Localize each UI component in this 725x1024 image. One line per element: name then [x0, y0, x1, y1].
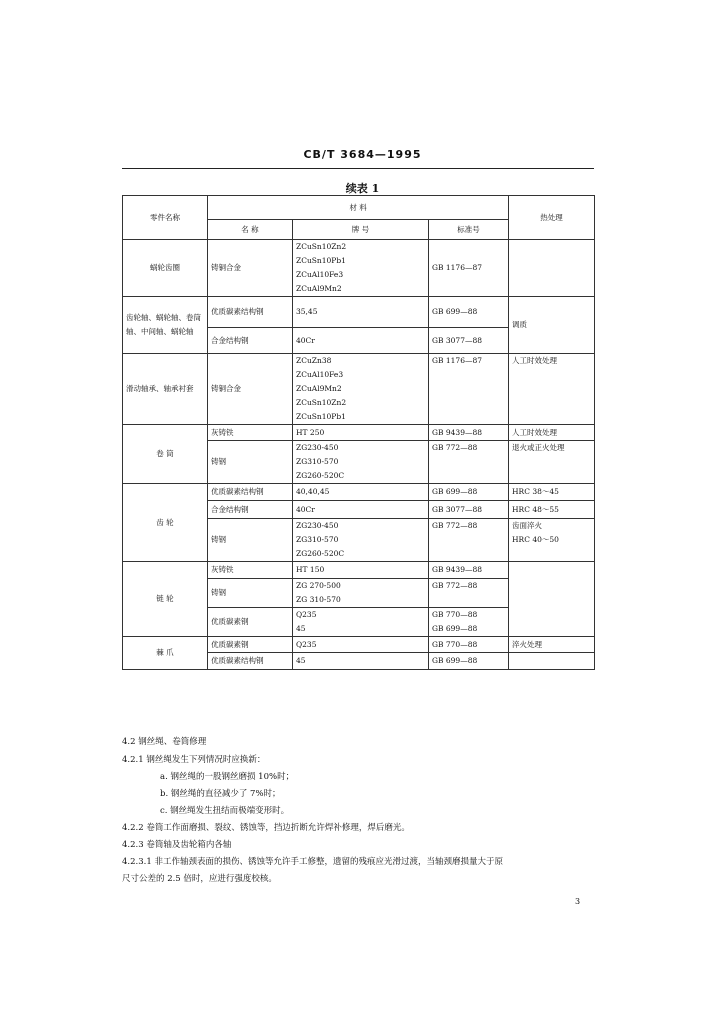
grade-cell: 40,40,45 — [293, 484, 429, 501]
grade-line: ZG310-570 — [296, 457, 339, 466]
section-4-2-2: 4.2.2 卷筒工作面磨损、裂纹、锈蚀等，挡边折断允许焊补修理，焊后磨光。 — [122, 823, 410, 833]
standard-number: CB/T 3684—1995 — [303, 148, 422, 161]
standard-cell: GB 9439—88 — [429, 562, 509, 579]
table-title: 续表 1 — [345, 182, 380, 195]
grade-line: ZCuAl9Mn2 — [296, 384, 342, 393]
grade-line: ZG260-520C — [296, 471, 345, 480]
material-name-cell: 合金结构钢 — [208, 501, 293, 519]
standard-cell — [429, 608, 509, 637]
material-name-cell: 灰铸铁 — [208, 425, 293, 441]
heat-treatment-cell: 人工时效处理 — [509, 425, 595, 441]
material-name-cell: 灰铸铁 — [208, 562, 293, 579]
table-row — [123, 484, 595, 501]
part-name-cell: 棘 爪 — [123, 637, 208, 670]
grade-cell: Q235 — [293, 637, 429, 653]
standard-cell: GB 9439—88 — [429, 425, 509, 441]
section-4-2-heading: 4.2 钢丝绳、卷筒修理 — [122, 737, 207, 747]
standard-cell: GB 3077—88 — [429, 501, 509, 519]
col-header-name: 名 称 — [208, 220, 293, 240]
col-header-part-name: 零件名称 — [123, 196, 208, 240]
material-name-cell: 铸钢 — [208, 579, 293, 608]
grade-line: ZCuAl10Fe3 — [296, 270, 344, 279]
table-row — [123, 297, 595, 328]
heat-treatment-cell: HRC 38～45 — [509, 484, 595, 501]
standard-line: GB 770—88 — [432, 610, 478, 619]
heat-treatment-cell — [509, 519, 595, 562]
table-row — [123, 240, 595, 297]
grade-line: ZG260-520C — [296, 549, 345, 558]
heat-treatment-cell: 淬火处理 — [509, 637, 595, 653]
grade-line: ZG230-450 — [296, 521, 339, 530]
document-header — [0, 148, 725, 161]
table-row — [123, 354, 595, 425]
material-name-cell: 铸钢 — [208, 441, 293, 484]
standard-cell: GB 1176—87 — [429, 240, 509, 297]
heat-treatment-cell: 调质 — [509, 297, 595, 354]
standard-cell: GB 699—88 — [429, 484, 509, 501]
material-name-cell: 优质碳素结构钢 — [208, 484, 293, 501]
grade-cell — [293, 579, 429, 608]
page-number: 3 — [575, 897, 581, 906]
header-rule — [122, 168, 594, 169]
part-name-cell: 滑动轴承、轴承衬套 — [123, 354, 208, 425]
section-4-2-1-a: a. 钢丝绳的一股钢丝磨损 10%时； — [160, 772, 295, 782]
grade-line: ZCuSn10Zn2 — [296, 242, 347, 251]
grade-cell: HT 250 — [293, 425, 429, 441]
section-4-2-3-heading: 4.2.3 卷筒轴及齿轮箱内各轴 — [122, 840, 232, 850]
standard-cell: GB 772—88 — [429, 441, 509, 484]
heat-treatment-cell — [509, 653, 595, 670]
material-name-cell: 优质碳素结构钢 — [208, 653, 293, 670]
section-4-2-1-b: b. 钢丝绳的直径减少了 7%时； — [160, 789, 281, 799]
section-4-2-3-1-line1: 4.2.3.1 非工作轴颈表面的损伤、锈蚀等允许手工修整，遗留的残痕应光滑过渡，当轴颈磨损量大于原 — [122, 857, 503, 867]
standard-cell: GB 770—88 — [429, 637, 509, 653]
grade-line: ZG230-450 — [296, 443, 339, 452]
grade-line: ZCuAl10Fe3 — [296, 370, 344, 379]
materials-table — [122, 195, 595, 670]
heat-line: 齿面淬火 — [512, 521, 543, 530]
part-name-cell: 齿轮轴、蜗轮轴、卷筒轴、中间轴、蜗轮轴 — [123, 297, 208, 354]
heat-treatment-cell: 人工时效处理 — [509, 354, 595, 425]
part-name-cell: 卷 筒 — [123, 425, 208, 484]
grade-line: ZG310-570 — [296, 535, 339, 544]
standard-cell: GB 772—88 — [429, 519, 509, 562]
grade-cell: 35,45 — [293, 297, 429, 328]
material-name-cell: 铸铜合金 — [208, 240, 293, 297]
material-name-cell: 铸钢 — [208, 519, 293, 562]
standard-cell: GB 3077—88 — [429, 328, 509, 354]
heat-treatment-cell — [509, 240, 595, 297]
heat-treatment-cell: HRC 48～55 — [509, 501, 595, 519]
grade-line: ZCuAl9Mn2 — [296, 284, 342, 293]
col-header-grade: 牌 号 — [293, 220, 429, 240]
material-name-cell: 优质碳素钢 — [208, 637, 293, 653]
grade-cell — [293, 608, 429, 637]
grade-line: ZG 310-570 — [296, 595, 341, 604]
table-row — [123, 637, 595, 653]
part-name-cell: 链 轮 — [123, 562, 208, 637]
grade-cell: HT 150 — [293, 562, 429, 579]
grade-line: ZCuSn10Pb1 — [296, 412, 346, 421]
standard-line: GB 699—88 — [432, 624, 478, 633]
grade-cell — [293, 441, 429, 484]
table-row — [123, 562, 595, 579]
part-name-cell: 蜗轮齿圈 — [123, 240, 208, 297]
standard-cell: GB 699—88 — [429, 653, 509, 670]
standard-cell: GB 1176—87 — [429, 354, 509, 425]
part-name-cell: 齿 轮 — [123, 484, 208, 562]
grade-cell: 40Cr — [293, 328, 429, 354]
grade-cell — [293, 240, 429, 297]
section-4-2-1: 4.2.1 钢丝绳发生下列情况时应换新： — [122, 755, 266, 765]
section-4-2-1-c: c. 钢丝绳发生扭结而极端变形时。 — [160, 806, 290, 816]
standard-cell: GB 772—88 — [429, 579, 509, 608]
material-name-cell: 铸铜合金 — [208, 354, 293, 425]
material-name-cell: 优质碳素钢 — [208, 608, 293, 637]
grade-cell: 40Cr — [293, 501, 429, 519]
material-name-cell: 优质碳素结构钢 — [208, 297, 293, 328]
heat-line: HRC 40～50 — [512, 535, 559, 544]
grade-line: ZG 270-500 — [296, 581, 341, 590]
col-header-heat-treatment: 热处理 — [509, 196, 595, 240]
col-header-material: 材 料 — [208, 196, 509, 220]
grade-cell — [293, 354, 429, 425]
heat-treatment-cell — [509, 562, 595, 637]
grade-cell — [293, 519, 429, 562]
heat-treatment-cell: 退火或正火处理 — [509, 441, 595, 484]
grade-line: 45 — [296, 624, 306, 633]
grade-line: ZCuSn10Pb1 — [296, 256, 346, 265]
material-name-cell: 合金结构钢 — [208, 328, 293, 354]
standard-cell: GB 699—88 — [429, 297, 509, 328]
col-header-standard: 标准号 — [429, 220, 509, 240]
table-row — [123, 425, 595, 441]
grade-line: ZCuSn10Zn2 — [296, 398, 347, 407]
grade-line: ZCuZn38 — [296, 356, 332, 365]
grade-cell: 45 — [293, 653, 429, 670]
section-4-2-3-1-line2: 尺寸公差的 2.5 倍时，应进行强度校核。 — [122, 874, 277, 884]
grade-line: Q235 — [296, 610, 317, 619]
